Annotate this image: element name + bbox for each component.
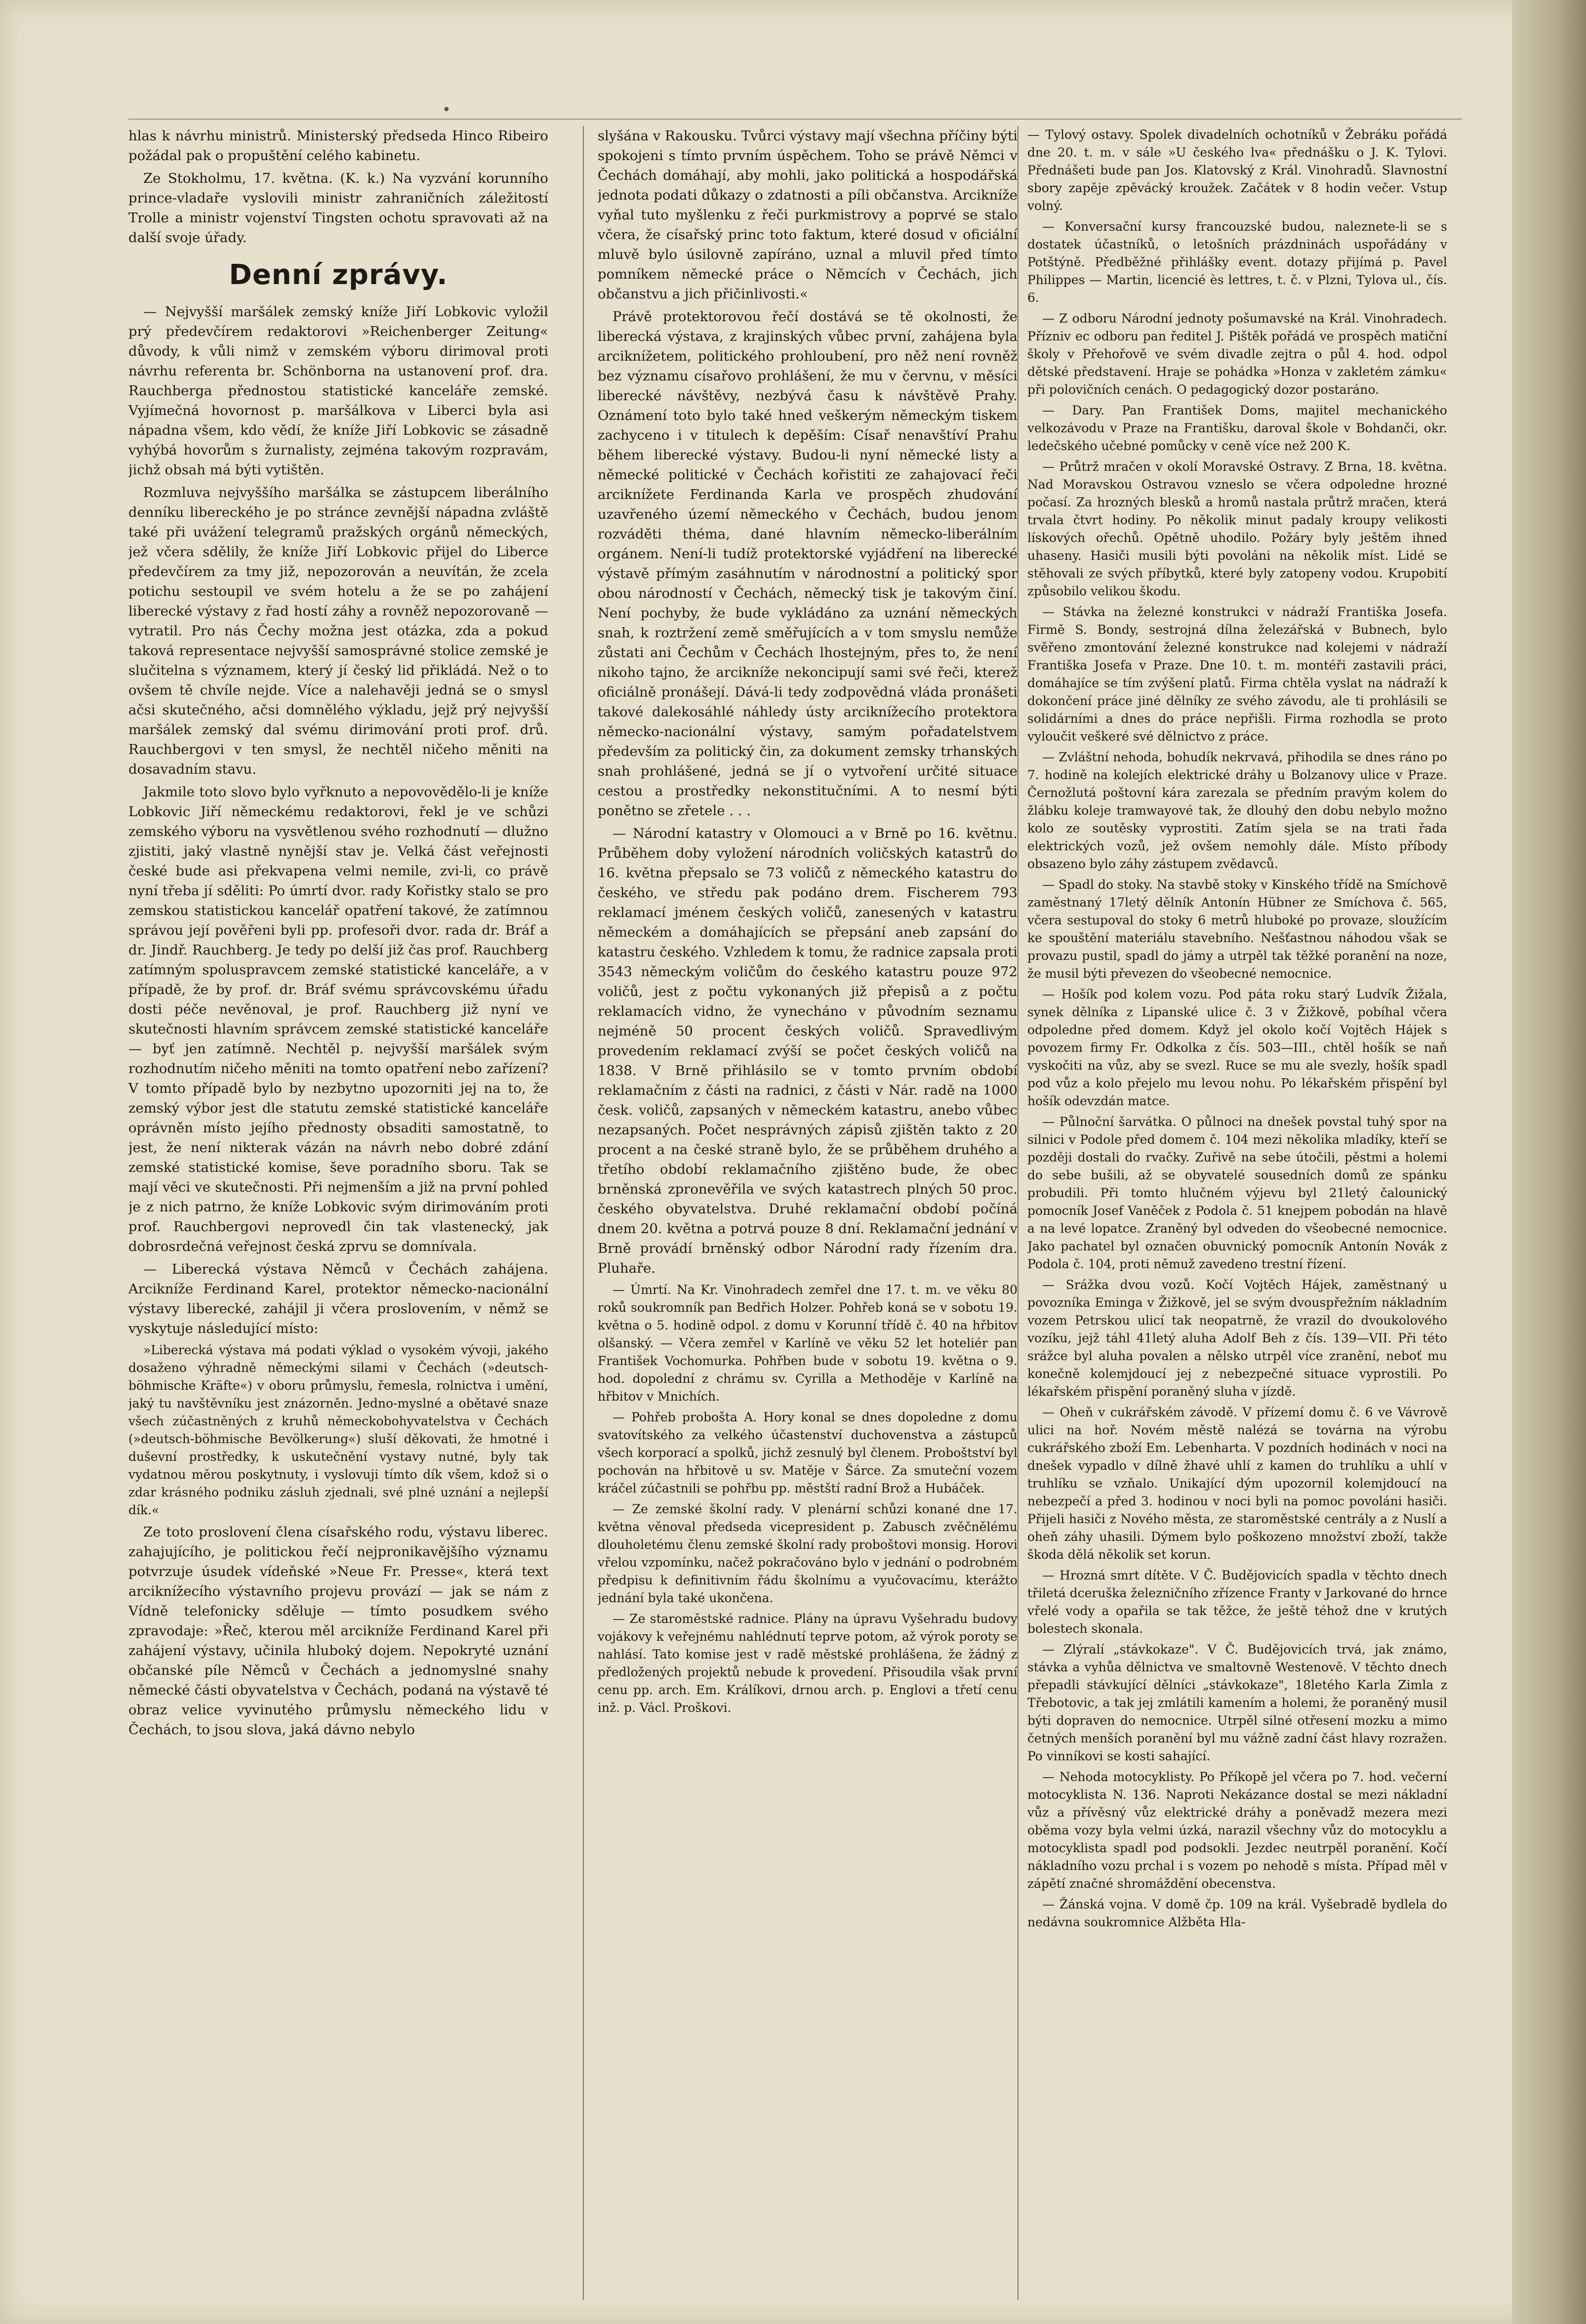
article-paragraph: — Ze staroměstské radnice. Plány na úpravu Vyšehradu budovy vojákovy k veřejnému nahlédnutí teprve potom, až výrok poroty se nahlásí. Tato komise jest v radě městské prohlášena, že žádný z předložených projektů nebude k provedení. Přisoudila však první cenu pp. arch. Em. Králíkovi, drnou arch. p. Englovi a třetí cenu inž. p. Václ. Proškovi. bbox=[598, 1612, 1017, 1715]
article-paragraph: — Ze zemské školní rady. V plenární schůzi konané dne 17. května věnoval předseda vicepresident p. Zabusch zvěčnělému dlouholetému členu zemské školní rady proboštovi monsig. Horovi vřelou vzpomínku, načež pokračováno bylo v jednání o podrobném předpisu k definitivním řádu školnímu a vyučovacímu, kterážto jednání byla také ukončena. bbox=[598, 1502, 1017, 1605]
article-paragraph: — Nejvyšší maršálek zemský kníže Jiří Lobkovic vyložil prý předevčírem redaktorovi »Reichenberger Zeitung« důvody, k vůli nimž v zemském výboru dirimoval proti návrhu referenta br. Schönborna na ustanovení prof. dra. Rauchberga přednostou statistické kanceláře zemské. Vyjímečná hovornost p. maršálkova v Liberci byla asi nápadna všem, kdo vědí, že kníže Jiří Lobkovic se zásadně vyhýbá hovorům s žurnalisty, zejména takovým rozpravám, jichž obsah má býti vytištěn. bbox=[128, 304, 548, 478]
article-paragraph: — Žánská vojna. V domě čp. 109 na král. Vyšebradě bydlela do nedávna soukromnice Alžběta Hla- bbox=[1027, 1897, 1447, 1929]
column-1 bbox=[128, 126, 548, 2305]
article-paragraph: — Z odboru Národní jednoty pošumavské na Král. Vinohradech. Přízniv ec odboru pan ředitel J. Pištěk pořádá ve prospěch matiční školy v Přehořově ve svém divadle zejtra o půl 4. hod. odpol dětské představení. Hraje se pohádka »Honza v zakletém zámku« při polovičních cenách. O pedagogický dozor postaráno. bbox=[1027, 311, 1447, 397]
section-heading: Denní zprávy. bbox=[229, 259, 448, 291]
column-divider-2 bbox=[1017, 126, 1018, 2300]
column-divider-1 bbox=[583, 126, 584, 2300]
article-paragraph: Rozmluva nejvyššího maršálka se zástupcem liberálního denníku libereckého je po stránce zevnější nápadna zvláště také při uvážení telegramů pražských orgánů německých, jež včera sdělily, že kníže Jiří Lobkovic přijel do Liberce předevčírem za tmy již, nepozorován a neuvítán, že zcela potichu sestoupil ve svém hotelu a že se po zahájení liberecké výstavy z řad hostí záhy a rovněž nepozorovaně — vytratil. Pro nás Čechy možna jest otázka, zda a pokud taková representace nejvyšší samosprávné stolice zemské je slučitelna s významem, který jí český lid přikládá. Než o to ovšem tě chvíle nejde. Více a nalehavěji jedná se o smysl ačsi skutečného, ačsi domnělého výkladu, jejž prý nejvyšší maršálek zemský dal svému dirimování proti prof. drů. Rauchbergovi v ten smysl, že nechtěl ničeho měniti na dosavadním stavu. bbox=[128, 485, 548, 777]
article-paragraph: — Půlnoční šarvátka. O půlnoci na dnešek povstal tuhý spor na silnici v Podole před domem č. 104 mezi několika mladíky, kteří se později dostali do rvačky. Zuřivě na sebe útočili, pěstmi a holemi do sebe bušili, až se obyvatelé sousedních domů ze spánku probudili. Při tomto hlučném výjevu byl 21letý čalounický pomocník Josef Vaněček z Podola č. 51 knejpem pobodán na hlavě a na levé lopatce. Zraněný byl odveden do všeobecné nemocnice. Jako pachatel byl označen obuvnický pomocník Antonín Novák z Podola č. 104, proti němuž zavedeno trestní řízení. bbox=[1027, 1115, 1447, 1271]
column-3 bbox=[1027, 126, 1447, 2305]
article-paragraph: Ze toto proslovení člena císařského rodu, výstavu liberec. zahajujícího, je politickou řečí nejpronikavějšího významu potvrzuje úsudek vídeňské »Neue Fr. Presse«, která text arciknížecího výstavního projevu provází — jak se nám z Vídně telefonicky sděluje — tímto posudkem svého zpravodaje: »Řeč, kterou měl arcikníže Ferdinand Karel při zahájení výstavy, učinila hluboký dojem. Nepokryté uznání občanské píle Němců v Čechách a jednomyslné snahy německé části obyvatelstva v Čechách, podaná na výstavě té obraz velice vyvinutého průmyslu německého lidu v Čechách, to jsou slova, jaká dávno nebylo bbox=[128, 1524, 548, 1738]
article-paragraph: — Národní katastry v Olomouci a v Brně po 16. květnu. Průběhem doby vyložení národních voličských katastrů do 16. května přepsalo se 73 voličů z německého katastru do českého, ve středu pak podáno drem. Fischerem 793 reklamací jménem českých voličů, zanesených v katastru německém a domáhajících se přepsání aneb zapsání do katastru českého. Vzhledem k tomu, že radnice zapsala proti 3543 německým voličům do českého katastru pouze 972 voličů, jest z počtu vykonaných již přepisů a z počtu reklamacích vidno, že vynecháno v původním seznamu nejméně 50 procent českých voličů. Spravedlivým provedením reklamací zvýší se počet českých voličů na 1838. V Brně přihlásilo se v tomto prvním období reklamačním z části na radnici, z části v Nár. radě na 1000 česk. voličů, zapsaných v německém katastru, anebo vůbec nezapsaných. Počet nesprávných zápisů zjištěn takto z 20 procent a na české straně bylo, že se průběhem druhého a třetího období reklamačního zjištěno bude, že obec brněnská zpronevěřila ve svých katastrech plných 50 proc. českého obyvatelstva. Druhé reklamační období počíná dnem 20. května a potrvá pouze 8 dní. Reklamační jednání v Brně provádí brněnský odbor Národní rady řízením dra. Pluhaře. bbox=[598, 826, 1017, 1276]
column-2 bbox=[598, 126, 1017, 2305]
article-paragraph: Ze Stokholmu, 17. května. (K. k.) Na vyzvání korunního prince-vladaře vyslovili ministr zahraničních záležitostí Trolle a ministr vojenství Tingsten ochotu spravovati až na další svoje úřady. bbox=[128, 170, 548, 246]
article-paragraph: — Liberecká výstava Němců v Čechách zahájena. Arcikníže Ferdinand Karel, protektor německo-nacionální výstavy liberecké, zahájil ji včera proslovením, v němž se vyskytuje následující místo: bbox=[128, 1261, 548, 1336]
article-paragraph: — Oheň v cukrářském závodě. V přízemí domu č. 6 ve Vávrově ulici na hoř. Novém městě nalézá se továrna na výrobu cukrářského zboží Em. Lebenharta. V pozdních hodinách v noci na dnešek vypadlo v dílně žhavé uhlí z kamen do truhlíku a uhlí v truhlíku se vzňalo. Unikající dým upozornil kolemjdoucí na nebezpečí a před 3. hodinou v noci byli na pomoc povoláni hasiči. Přijeli hasiči z Nového města, ze staroměstské centrály a z Nuslí a oheň záhy uhasili. Dýmem bylo poškozeno množství zboží, takže škoda dělá několik set korun. bbox=[1027, 1405, 1447, 1562]
article-quote: »Liberecká výstava má podati výklad o vysokém vývoji, jakého dosaženo výhradně německými silami v Čechách (»deutsch-böhmische Kräfte«) v oboru průmyslu, řemesla, rolnictva i umění, jaký tu navštěvníku jest znázorněn. Jedno-myslné a obětavé snaze všech zúčastněných z kruhů německobohyvatelstva v Čechách (»deutsch-böhmische Bevölkerung«) sluší děkovati, že hmotné i duševní prostředky, k uskutečnění vystavy nutné, byly tak vydatnou měrou poskytnuty, i vyslovuji tímto dík všem, kdož si o zdar krásného podniku zásluh zjednali, své plné uznání a nejlepší dík.« bbox=[128, 1343, 548, 1517]
article-paragraph: — Průtrž mračen v okolí Moravské Ostravy. Z Brna, 18. května. Nad Moravskou Ostravou vzneslo se včera odpoledne hrozné počasí. Za hrozných blesků a hromů nastala průtrž mračen, která trvala čtvrt hodiny. Po několik minut padaly kroupy velikosti lískových ořechů. Opětně uhodilo. Požáry byly ještěm ihned uhaseny. Hasiči musili býti povoláni na několik míst. Lidé se stěhovali ze svých příbytků, které byly zatopeny vodou. Krupobití způsobilo velikou škodu. bbox=[1027, 459, 1447, 598]
article-paragraph: slyšána v Rakousku. Tvůrci výstavy mají všechna příčiny býti spokojeni s tímto prvním úspěchem. Toho se právě Němci v Čechách domáhají, aby mohli, jako politická a hospodářská jednota podati důkazy o zdatnosti a píli občanstva. Arcikníže vyňal tuto myšlenku z řeči purkmistrovy a poprvé se stalo včera, že císařský princ toto faktum, které dosud v oficiální mluvě bylo úsilovně zapíráno, uznal a mluvil před tímto pomníkem německé práce o Němcích v Čechách, jich občanstvu a jich přičinlivosti.« bbox=[598, 128, 1017, 302]
article-paragraph: — Nehoda motocyklisty. Po Příkopě jel včera po 7. hod. večerní motocyklista N. 136. Naproti Nekázance dostal se mezi nákladní vůz a přívěsný vůz elektrické dráhy a poněvadž mezera mezi oběma vozy byla velmi úzká, narazil všechny vůz do motocyklu a motocyklista spadl pod podsokli. Jezdec neutrpěl poranění. Kočí nákladního vozu prchal i s vozem po nehodě s místa. Případ měl v zápětí značné shromáždění obecenstva. bbox=[1027, 1770, 1447, 1891]
article-paragraph: — Úmrtí. Na Kr. Vinohradech zemřel dne 17. t. m. ve věku 80 roků soukromník pan Bedřich Holzer. Pohřeb koná se v sobotu 19. května o 5. hodině odpol. z domu v Korunní třídě č. 40 na hřbitov olšanský. — Včera zemřel v Karlíně ve věku 52 let hoteliér pan František Vochomurka. Pohřben bude v sobotu 19. května o 9. hod. dopolední z chrámu sv. Cyrilla a Methoděje v Karlíně na hřbitov v Mnichích. bbox=[598, 1283, 1017, 1404]
article-paragraph: — Hrozná smrt dítěte. V Č. Budějovicích spadla v těchto dnech třiletá dceruška železničního zřízence Franty v Jarkované do hrnce vřelé vody a opařila se tak těžce, že ještě téhož dne v krutých bolestech skonala. bbox=[1027, 1568, 1447, 1636]
article-paragraph: — Pohřeb probošta A. Hory konal se dnes dopoledne z domu svatovítského za velkého účastenství duchovenstva a zástupců všech korporací a spolků, jichž zesnulý byl členem. Proboštství byl pochován na hřbitově u sv. Matěje v Šárce. Za smuteční vozem kráčel zúčastnili se pohřbu pp. městští radní Brož a Hubáček. bbox=[598, 1410, 1017, 1495]
article-paragraph: — Hošík pod kolem vozu. Pod páta roku starý Ludvík Žižala, synek dělníka z Lipanské ulice č. 3 v Žižkově, pobíhal včera odpoledne před domem. Když jel okolo kočí Vojtěch Hájek s povozem firmy Fr. Odkolka z čís. 503—III., chtěl hošík se naň vyskočiti na vůz, aby se svezl. Ruce se mu ale svezly, hošík spadl pod vůz a kolo přejelo mu levou nohu. Po lékařském přispění byl hošík odevzdán matce. bbox=[1027, 987, 1447, 1108]
article-paragraph: — Spadl do stoky. Na stavbě stoky v Kinského třídě na Smíchově zaměstnaný 17letý dělník Antonín Hübner ze Smíchova č. 565, včera sestupoval do stoky 6 metrů hluboké po provaze, sloužícím ke spouštění materiálu stavebního. Nešťastnou náhodou však se provazu pustil, spadl do jámy a utrpěl tak těžké poranění na noze, že musil býti převezen do všeobecné nemocnice. bbox=[1027, 877, 1447, 981]
article-paragraph: — Zvláštní nehoda, bohudík nekrvavá, přihodila se dnes ráno po 7. hodině na kolejích elektrické dráhy u Bolzanovy ulice v Praze. Černožlutá poštovní kára zarezala se předním pravým kolem do žlábku koleje tramwayové tak, že dlouhý den dobu nebylo možno kolo ze soutěsky vyprostiti. Zatím sjela se na trati řada elektrických vozů, jež ovšem nemohly dále. Místo příbody obsazeno bylo záhy zástupem zvědavců. bbox=[1027, 750, 1447, 871]
page-binding-edge bbox=[1512, 0, 1586, 2324]
article-paragraph: Právě protektorovou řečí dostává se tě okolnosti, že liberecká výstava, z krajinských vůbec první, zahájena byla arciknížetem, politického prohloubení, pro něž není rovněž bez významu císařovo prohlášení, že mu v červnu, v měsíci liberecké návštěvy, nezbývá času k návštěvě Prahy. Oznámení toto bylo také hned veškerým německým tiskem zachyceno i v titulech k depěším: Císař nenavštíví Prahu během liberecké výstavy. Budou-li nyní německé listy a německé politické v Čechách kořistiti ze zahajovací řeči arciknížete Ferdinanda Karla ve prospěch zhudování uzavřeného území německého v Čechách, budou jenom rozváděti théma, dané hlavním německo-liberálním orgánem. Není-li tudíž protektorské vyjádření na liberecké výstavě přímým zasáhnutím v národnostní a politický spor obou národností v Čechách, německý tisk je takovým činí. Není pochyby, že bude vykládáno za uznání německých snah, k roztržení země směřujících a v tom smyslu nemůže zůstati ani Čechům v Čechách lhostejným, přes to, že není nikoho tajno, že arcikníže nekoncipují sami své řeči, kterež oficiálně pronášejí. Dává-li tedy zodpovědná vláda pronášeti takové dalekosáhlé náhledy ústy arciknížecího protektora německo-nacionální výstavy, samým pořadatelstvem především za politický čin, za dokument zemsky trhanských snah prohlášené, jedná se jí o vytvoření určité situace cestou a prostředky nekonstitučními. A to nesmí býti ponětno se zřetele . . . bbox=[598, 309, 1017, 819]
article-paragraph: — Stávka na železné konstrukci v nádraží Františka Josefa. Firmě S. Bondy, sestrojná dílna železářská v Bubnech, bylo svěřeno zmontování železné konstrukce nad kolejemi v nádraží Františka Josefa v Praze. Dne 10. t. m. montéři zastavili práci, domáhajíce se tím zvýšení platů. Firma chtěla vyslat na nádraží k dokončení práce jiné dělníky ze svého závodu, ale ti prohlásili se solidárními a dnes do práce nepřišli. Firma rozhodla se proto vyloučit veškeré své dělnictvo z práce. bbox=[1027, 605, 1447, 744]
article-paragraph: Jakmile toto slovo bylo vyřknuto a nepovovědělo-li je kníže Lobkovic Jiří německému redaktorovi, řekl je ve schůzi zemského výboru na vysvětlenou svého rozhodnutí — dlužno zjistiti, jaký vlastně nynější stav je. Velká část veřejnosti české bude asi překvapena velmi nemile, zvi-li, co právě nyní třeba jí sděliti: Po úmrtí dvor. rady Kořistky stalo se pro zemskou statistickou kancelář opatření takové, že zatímnou správou její pověřeni byli pp. profesoři dvor. rada dr. Bráf a dr. Jindř. Rauchberg. Je tedy po delší již čas prof. Rauchberg zatímným spoluspravcem zemské statistické kanceláře, a v případě, že by prof. dr. Bráf svému správcovskému úřadu dosti péče nevěnoval, je prof. Rauchberg již nyní ve skutečnosti hlavním správcem zemské statistické kanceláře — byť jen zatímně. Nechtěl p. nejvyšší maršálek svým rozhodnutím ničeho měniti na tomto opatření nebo zařízení? V tomto případě bylo by nezbytno upozorniti jej na to, že zemský výbor jest dle statutu zemské statistické kanceláře oprávněn místo jejího přednosty obsaditi samostatně, to jest, že není nikterak vázán na návrh nebo dobré zdání zemské statistické komise, ševe poradního sboru. Tak se mají věci ve skutečnosti. Při nejmenším a již na první pohled je z nich patrno, že kníže Lobkovic svým dirimováním proti prof. Rauchbergovi neprovedl čin tak vlastenecký, jak dobrosrdečná veřejnost česká zprvu se domnívala. bbox=[128, 784, 548, 1254]
article-paragraph: — Tylový ostavy. Spolek divadelních ochotníků v Žebráku pořádá dne 20. t. m. v sále »U českého lva« přednášku o J. K. Tylovi. Přednášeti bude pan Jos. Klatovský z Král. Vinohradů. Slavnostní sbory zapěje zpěvácký kroužek. Začátek v 8 hodin večer. Vstup volný. bbox=[1027, 127, 1447, 213]
article-paragraph: — Dary. Pan František Doms, majitel mechanického velkozávodu v Praze na Františku, daroval škole v Bohdanči, okr. ledečského učebné pomůcky v ceně více než 200 K. bbox=[1027, 403, 1447, 453]
article-paragraph: hlas k návrhu ministrů. Ministerský předseda Hinco Ribeiro požádal pak o propuštění celého kabinetu. bbox=[128, 128, 548, 164]
article-paragraph: — Srážka dvou vozů. Kočí Vojtěch Hájek, zaměstnaný u povozníka Eminga v Žižkově, jel se svým dvouspřežním nákladním vozem Petrskou ulicí tak neopatrně, že vrazil do dvoukolového vozíku, jejž táhl 41letý aluha Adolf Beh z čís. 139—VII. Při této srážce byl aluha povalen a nělsko utrpěl více zranění, neboť mu konečně kolemjdoucí jej z nebezpečné situace vyprostili. Po lékařském přispění poraněný sluha v jízdě. bbox=[1027, 1278, 1447, 1399]
header-rule bbox=[128, 119, 1462, 120]
article-paragraph: — Konversační kursy francouzské budou, naleznete-li se s dostatek účastníků, o letošních prázdninách uspořádány v Potštýně. Předběžné přihlášky event. dotazy přijímá p. Pavel Philippes — Martin, licencié ès lettres, t. č. v Plzni, Tylova ul., čís. 6. bbox=[1027, 219, 1447, 305]
ink-dot: • bbox=[442, 101, 451, 119]
article-paragraph: — Zlýralí „stávkokaze". V Č. Budějovicích trvá, jak známo, stávka a vyhůa dělnictva ve smaltovně Westenově. V těchto dnech přepadli stávkující dělníci „stávkokaze", 18letého Karla Zimla z Třebotovic, a tak jej zmlátili kamením a holemi, že poraněný musil býti dopraven do nemocnice. Utrpěl silné otřesení mozku a mimo četných menších poranění byl mu vážně zadní část hlavy rozražen. Po vinníkovi se kosti sahající. bbox=[1027, 1642, 1447, 1763]
